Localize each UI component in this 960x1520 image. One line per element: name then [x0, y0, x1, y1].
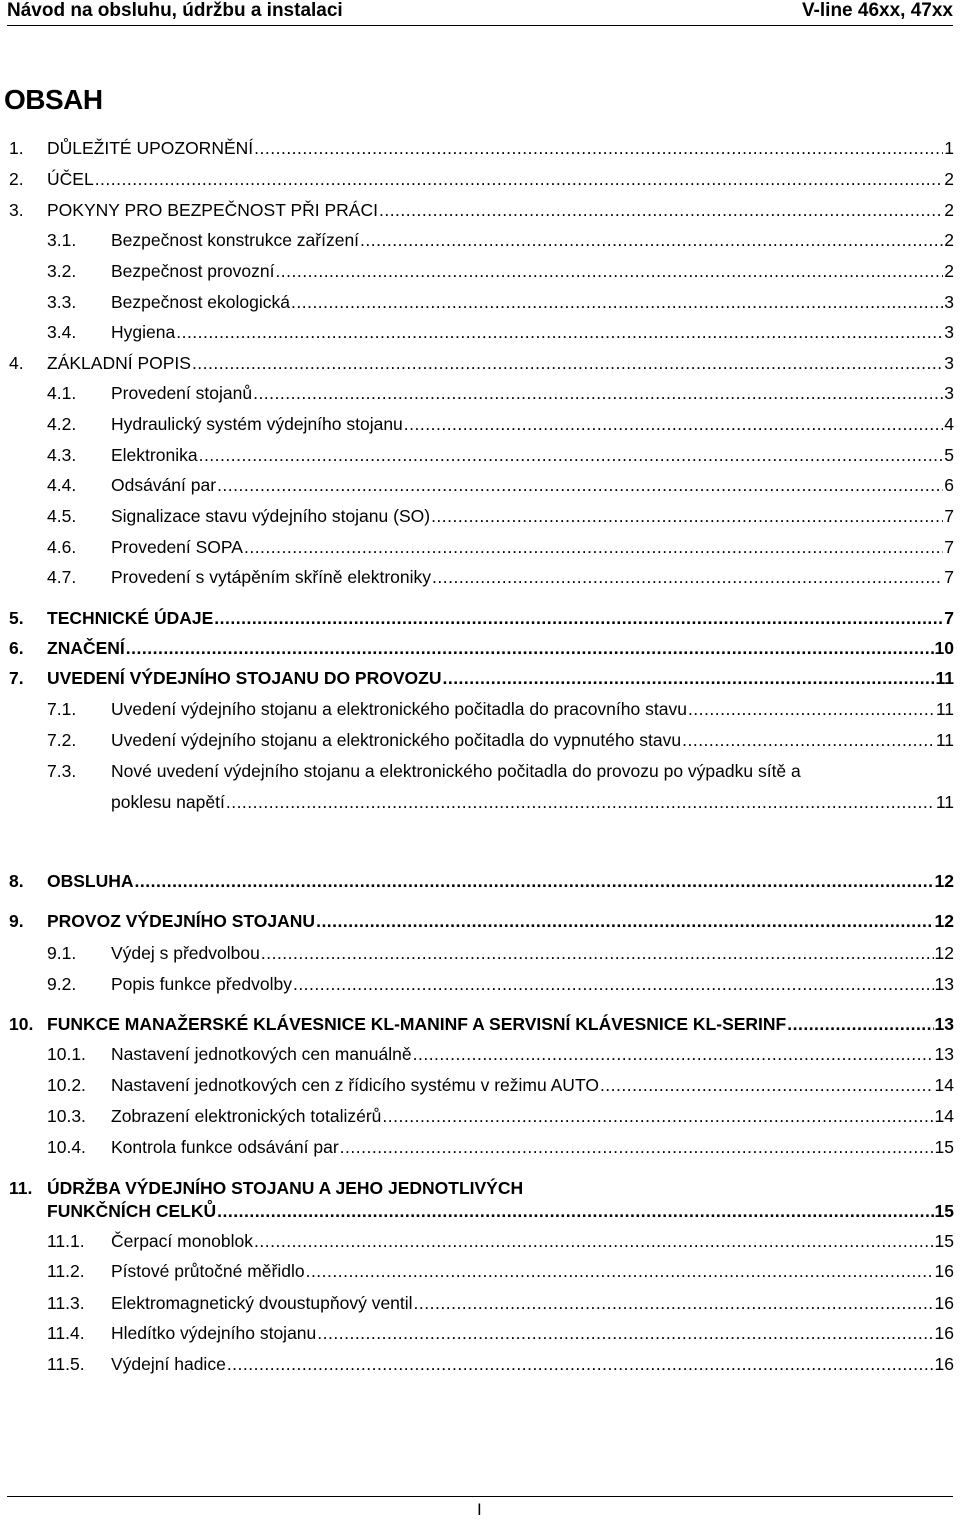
toc-dot-leader	[382, 1105, 933, 1127]
toc-entry-number: 11.4.	[47, 1323, 85, 1343]
toc-entry-page: 15	[934, 1231, 954, 1251]
document-title: Návod na obsluhu, údržbu a instalaci	[7, 0, 343, 21]
toc-entry-number: 3.3.	[47, 292, 77, 312]
toc-entry-page: 7	[944, 506, 954, 526]
toc-dot-leader	[214, 607, 943, 629]
toc-entry-text: Hydraulický systém výdejního stojanu	[111, 414, 403, 434]
toc-entry-page: 14	[934, 1106, 954, 1126]
toc-entry-page: 2	[944, 230, 954, 250]
toc-entry-text: Odsávání par	[111, 475, 217, 495]
toc-dot-leader	[306, 1260, 934, 1282]
toc-entry-number: 4.6.	[47, 537, 77, 557]
toc-entry-number: 11.	[9, 1178, 33, 1198]
toc-entry-text: Výdejní hadice	[111, 1354, 226, 1374]
toc-entry-page: 6	[944, 475, 954, 495]
toc-dot-leader	[261, 942, 934, 964]
toc-dot-leader	[126, 637, 934, 659]
toc-entry-text: Elektromagnetický dvoustupňový ventil	[111, 1293, 413, 1313]
toc-dot-leader	[414, 1292, 934, 1314]
toc-entry-number: 7.3.	[47, 761, 77, 781]
toc-entry-page: 13	[934, 1014, 954, 1034]
toc-entry-number: 10.	[9, 1014, 34, 1034]
toc-dot-leader	[379, 199, 943, 221]
toc-entry-number: 8.	[9, 871, 24, 891]
toc-entry-text: Provedení s vytápěním skříně elektroniky	[111, 567, 432, 587]
toc-dot-leader	[682, 729, 935, 751]
toc-dot-leader	[316, 910, 933, 932]
toc-entry-page: 11	[935, 730, 954, 750]
toc-entry-page: 12	[934, 871, 954, 891]
toc-entry-number: 9.1.	[47, 943, 77, 963]
toc-entry-text: Nové uvedení výdejního stojanu a elektronického počitadla do provozu po výpadku sítě a	[111, 761, 801, 781]
toc-entry-text: OBSLUHA	[47, 871, 134, 891]
toc-entry-text: Kontrola funkce odsávání par	[111, 1137, 339, 1157]
toc-entry-number: 4.3.	[47, 445, 77, 465]
toc-entry-page: 12	[934, 943, 954, 963]
toc-entry-text: Provedení stojanů	[111, 383, 253, 403]
toc-entry-text: ÚDRŽBA VÝDEJNÍHO STOJANU A JEHO JEDNOTLIVÝCH	[47, 1178, 524, 1198]
toc-entry-number: 11.3.	[47, 1293, 85, 1313]
toc-entry-text: Nastavení jednotkových cen z řídicího systému v režimu AUTO	[111, 1075, 599, 1095]
toc-entry-text: DŮLEŽITÉ UPOZORNĚNÍ	[47, 138, 254, 158]
toc-entry-number: 1.	[9, 138, 24, 158]
toc-title: OBSAH	[4, 84, 103, 115]
toc-entry-number: 4.1.	[47, 383, 77, 403]
toc-entry-number: 4.	[9, 353, 24, 373]
toc-entry-page: 2	[944, 169, 954, 189]
toc-dot-leader	[226, 791, 935, 813]
toc-entry-text: POKYNY PRO BEZPEČNOST PŘI PRÁCI	[47, 200, 378, 220]
toc-entry-text: TECHNICKÉ ÚDAJE	[47, 608, 214, 628]
toc-entry-number: 10.3.	[47, 1106, 86, 1126]
toc-entry-page: 3	[944, 353, 954, 373]
toc-dot-leader	[176, 321, 943, 343]
toc-entry-page: 12	[934, 911, 954, 931]
toc-entry-page: 16	[934, 1261, 954, 1281]
toc-entry-text: Popis funkce předvolby	[111, 974, 292, 994]
toc-dot-leader	[254, 137, 943, 159]
toc-dot-leader	[217, 474, 943, 496]
toc-entry-text: FUNKCE MANAŽERSKÉ KLÁVESNICE KL-MANINF A SERVISNÍ KLÁVESNICE KL-SERINF	[47, 1014, 787, 1034]
toc-entry-text: Bezpečnost provozní	[111, 261, 275, 281]
toc-dot-leader	[227, 1353, 934, 1375]
toc-entry-page: 11	[935, 668, 954, 688]
toc-entry-text: Zobrazení elektronických totalizérů	[111, 1106, 382, 1126]
toc-entry-number: 3.2.	[47, 261, 77, 281]
toc-entry-text: UVEDENÍ VÝDEJNÍHO STOJANU DO PROVOZU	[47, 668, 442, 688]
toc-dot-leader	[217, 1200, 933, 1222]
toc-entry-text: Čerpací monoblok	[111, 1231, 254, 1251]
toc-entry-page: 3	[944, 322, 954, 342]
toc-dot-leader	[404, 413, 943, 435]
toc-entry-page: 7	[944, 567, 954, 587]
toc-entry-page: 4	[944, 414, 954, 434]
toc-entry-number: 7.1.	[47, 699, 77, 719]
toc-entry-text: Signalizace stavu výdejního stojanu (SO)	[111, 506, 431, 526]
toc-entry-text: Hledítko výdejního stojanu	[111, 1323, 317, 1343]
toc-entry-text-continued: FUNKČNÍCH CELKŮ	[47, 1201, 217, 1221]
toc-entry-page: 14	[934, 1075, 954, 1095]
toc-dot-leader	[192, 352, 943, 374]
toc-entry-page: 13	[934, 974, 954, 994]
toc-dot-leader	[253, 382, 943, 404]
toc-dot-leader	[787, 1013, 933, 1035]
toc-dot-leader	[291, 291, 943, 313]
toc-dot-leader	[95, 168, 944, 190]
toc-entry-number: 10.1.	[47, 1044, 86, 1064]
footer-rule	[7, 1496, 953, 1497]
toc-entry-number: 7.2.	[47, 730, 77, 750]
toc-dot-leader	[442, 667, 934, 689]
toc-dot-leader	[244, 536, 943, 558]
toc-entry-text: Uvedení výdejního stojanu a elektronického počitadla do pracovního stavu	[111, 699, 687, 719]
toc-entry-page: 1	[944, 138, 954, 158]
toc-dot-leader	[360, 229, 943, 251]
toc-entry-page: 11	[935, 792, 954, 812]
toc-entry-page: 2	[944, 261, 954, 281]
toc-entry-page: 16	[934, 1293, 954, 1313]
toc-entry-page: 3	[944, 292, 954, 312]
toc-entry-number: 5.	[9, 608, 24, 628]
toc-entry-text: ZNAČENÍ	[47, 638, 125, 658]
toc-entry-text: Nastavení jednotkových cen manuálně	[111, 1044, 412, 1064]
toc-entry-page: 10	[934, 638, 954, 658]
toc-entry-number: 7.	[9, 668, 24, 688]
toc-entry-page: 2	[944, 200, 954, 220]
toc-dot-leader	[600, 1074, 934, 1096]
toc-dot-leader	[199, 444, 944, 466]
toc-entry-page: 15	[934, 1137, 954, 1157]
toc-entry-number: 2.	[9, 169, 24, 189]
toc-entry-text: ZÁKLADNÍ POPIS	[47, 353, 191, 373]
toc-entry-page: 5	[944, 445, 954, 465]
toc-dot-leader	[293, 973, 934, 995]
toc-entry-page: 13	[934, 1044, 954, 1064]
toc-entry-number: 10.4.	[47, 1137, 86, 1157]
toc-entry-text: Elektronika	[111, 445, 198, 465]
toc-dot-leader	[254, 1230, 934, 1252]
toc-dot-leader	[275, 260, 943, 282]
product-name: V-line 46xx, 47xx	[801, 0, 953, 21]
toc-entry-number: 11.2.	[47, 1261, 85, 1281]
toc-entry-page: 3	[944, 383, 954, 403]
toc-dot-leader	[340, 1136, 934, 1158]
toc-entry-number: 3.	[9, 200, 24, 220]
toc-entry-number: 9.	[9, 911, 24, 931]
toc-entry-number: 4.5.	[47, 506, 77, 526]
toc-entry-text: Hygiena	[111, 322, 176, 342]
toc-entry-page: 15	[934, 1201, 954, 1221]
toc-entry-page: 7	[944, 608, 954, 628]
toc-entry-number: 6.	[9, 638, 24, 658]
toc-entry-page: 11	[935, 699, 954, 719]
toc-entry-text: Bezpečnost konstrukce zařízení	[111, 230, 360, 250]
toc-entry-text: PROVOZ VÝDEJNÍHO STOJANU	[47, 911, 316, 931]
toc-entry-number: 9.2.	[47, 974, 77, 994]
toc-entry-number: 11.5.	[47, 1354, 85, 1374]
toc-entry-text: ÚČEL	[47, 169, 94, 189]
toc-entry-number: 3.1.	[47, 230, 77, 250]
toc-entry-number: 3.4.	[47, 322, 77, 342]
toc-dot-leader	[413, 1043, 934, 1065]
toc-dot-leader	[317, 1322, 933, 1344]
toc-dot-leader	[135, 870, 934, 892]
toc-entry-number: 11.1.	[47, 1231, 85, 1251]
footer-page-mark: I	[477, 1500, 482, 1519]
toc-entry-text: Uvedení výdejního stojanu a elektronického počitadla do vypnutého stavu	[111, 730, 682, 750]
toc-dot-leader	[432, 566, 943, 588]
toc-entry-text: Pístové průtočné měřidlo	[111, 1261, 305, 1281]
toc-dot-leader	[431, 505, 943, 527]
toc-entry-page: 16	[934, 1323, 954, 1343]
toc-entry-number: 4.2.	[47, 414, 77, 434]
toc-entry-number: 10.2.	[47, 1075, 86, 1095]
toc-entry-text: Bezpečnost ekologická	[111, 292, 290, 312]
toc-entry-page: 7	[944, 537, 954, 557]
toc-entry-text: Výdej s předvolbou	[111, 943, 260, 963]
toc-dot-leader	[688, 698, 935, 720]
toc-entry-page: 16	[934, 1354, 954, 1374]
toc-entry-number: 4.7.	[47, 567, 77, 587]
toc-entry-text: Provedení SOPA	[111, 537, 243, 557]
toc-entry-text-continued: poklesu napětí	[111, 792, 225, 812]
toc-entry-number: 4.4.	[47, 475, 77, 495]
